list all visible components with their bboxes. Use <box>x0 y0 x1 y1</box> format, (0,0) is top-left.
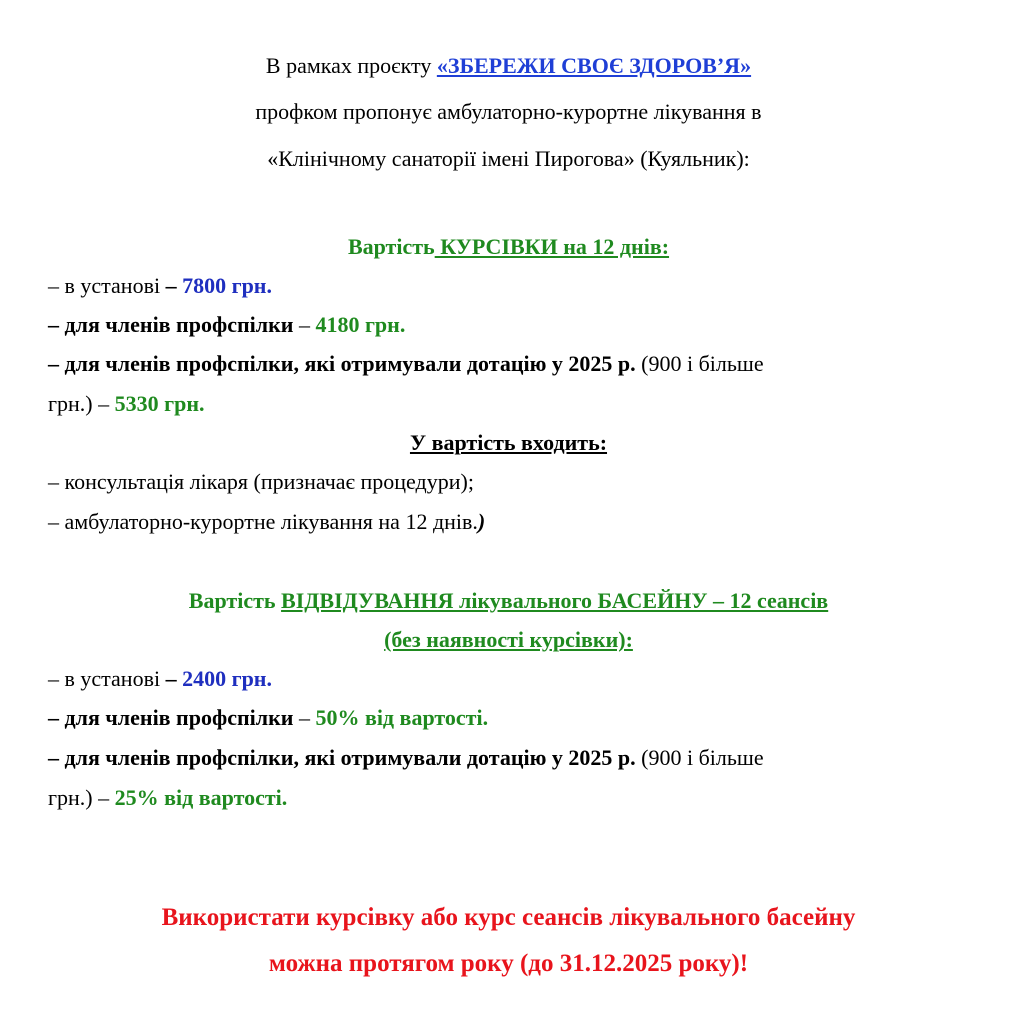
course-price-subsidy-cont <box>48 390 948 418</box>
pool-price-subsidy-note-2: грн.) – <box>48 785 115 810</box>
intro-prefix: В рамках проєкту <box>265 53 437 78</box>
course-price-subsidy-value: 5330 грн. <box>114 391 205 416</box>
pool-price-members-label: – для членів профспілки <box>48 705 294 730</box>
pool-price-institution-dash: – <box>165 666 183 691</box>
intro-line-3: «Клінічному санаторії імені Пирогова» (Куяльник): <box>267 146 750 171</box>
pool-price-members <box>48 704 948 732</box>
course-price-members-dash: – <box>293 312 316 337</box>
course-includes-item-2-tail: ) <box>477 509 486 534</box>
course-price-subsidy <box>48 350 948 378</box>
pool-price-subsidy <box>48 744 948 772</box>
course-includes-item-1: – консультація лікаря (призначає процедури); <box>48 469 474 494</box>
course-price-institution <box>48 272 948 300</box>
pool-price-subsidy-note: (900 і більше <box>635 745 764 770</box>
notice-line-1: Використати курсівку або курс сеансів лікувального басейну <box>161 904 856 931</box>
course-price-members-value: 4180 грн. <box>315 312 406 337</box>
course-title <box>0 233 1017 261</box>
course-price-institution-label: – в установі <box>48 273 166 298</box>
course-price-members-label: – для членів профспілки <box>48 312 294 337</box>
pool-price-subsidy-cont <box>48 784 948 812</box>
pool-price-members-dash: – <box>293 705 316 730</box>
course-includes-title: У вартість входить: <box>409 430 608 455</box>
course-price-members <box>48 311 948 339</box>
intro-line-2: профком пропонує амбулаторно-курортне лікування в <box>255 99 762 124</box>
course-price-subsidy-note: (900 і більше <box>635 351 764 376</box>
pool-price-subsidy-value: 25% від вартості. <box>114 785 288 810</box>
notice-line-2: можна протягом року (до 31.12.2025 року)! <box>268 950 749 977</box>
course-title-prefix: Вартість <box>347 234 435 259</box>
pool-title-sub: (без наявності курсівки): <box>384 627 633 652</box>
pool-title-prefix: Вартість <box>188 588 282 613</box>
pool-price-members-value: 50% від вартості. <box>315 705 489 730</box>
course-includes-item-2 <box>48 508 948 536</box>
pool-price-subsidy-label: – для членів профспілки, які отримували дотацію у 2025 р. <box>48 745 636 770</box>
course-price-subsidy-note-2: грн.) – <box>48 391 115 416</box>
course-title-main: КУРСІВКИ на 12 днів: <box>434 234 670 259</box>
course-price-institution-dash: – <box>165 273 183 298</box>
pool-price-institution-value: 2400 грн. <box>182 666 272 691</box>
course-includes-item-2-text: – амбулаторно-курортне лікування на 12 днів. <box>48 509 478 534</box>
pool-title-main: ВІДВІДУВАННЯ лікувального БАСЕЙНУ – 12 сеансів <box>281 588 829 613</box>
pool-price-institution-label: – в установі <box>48 666 166 691</box>
pool-title <box>0 587 1017 615</box>
course-price-subsidy-label: – для членів профспілки, які отримували дотацію у 2025 р. <box>48 351 636 376</box>
course-price-institution-value: 7800 грн. <box>182 273 272 298</box>
project-name-link[interactable]: «ЗБЕРЕЖИ СВОЄ ЗДОРОВ’Я» <box>436 53 752 78</box>
pool-price-institution <box>48 665 948 693</box>
intro-line-1 <box>0 52 1017 80</box>
